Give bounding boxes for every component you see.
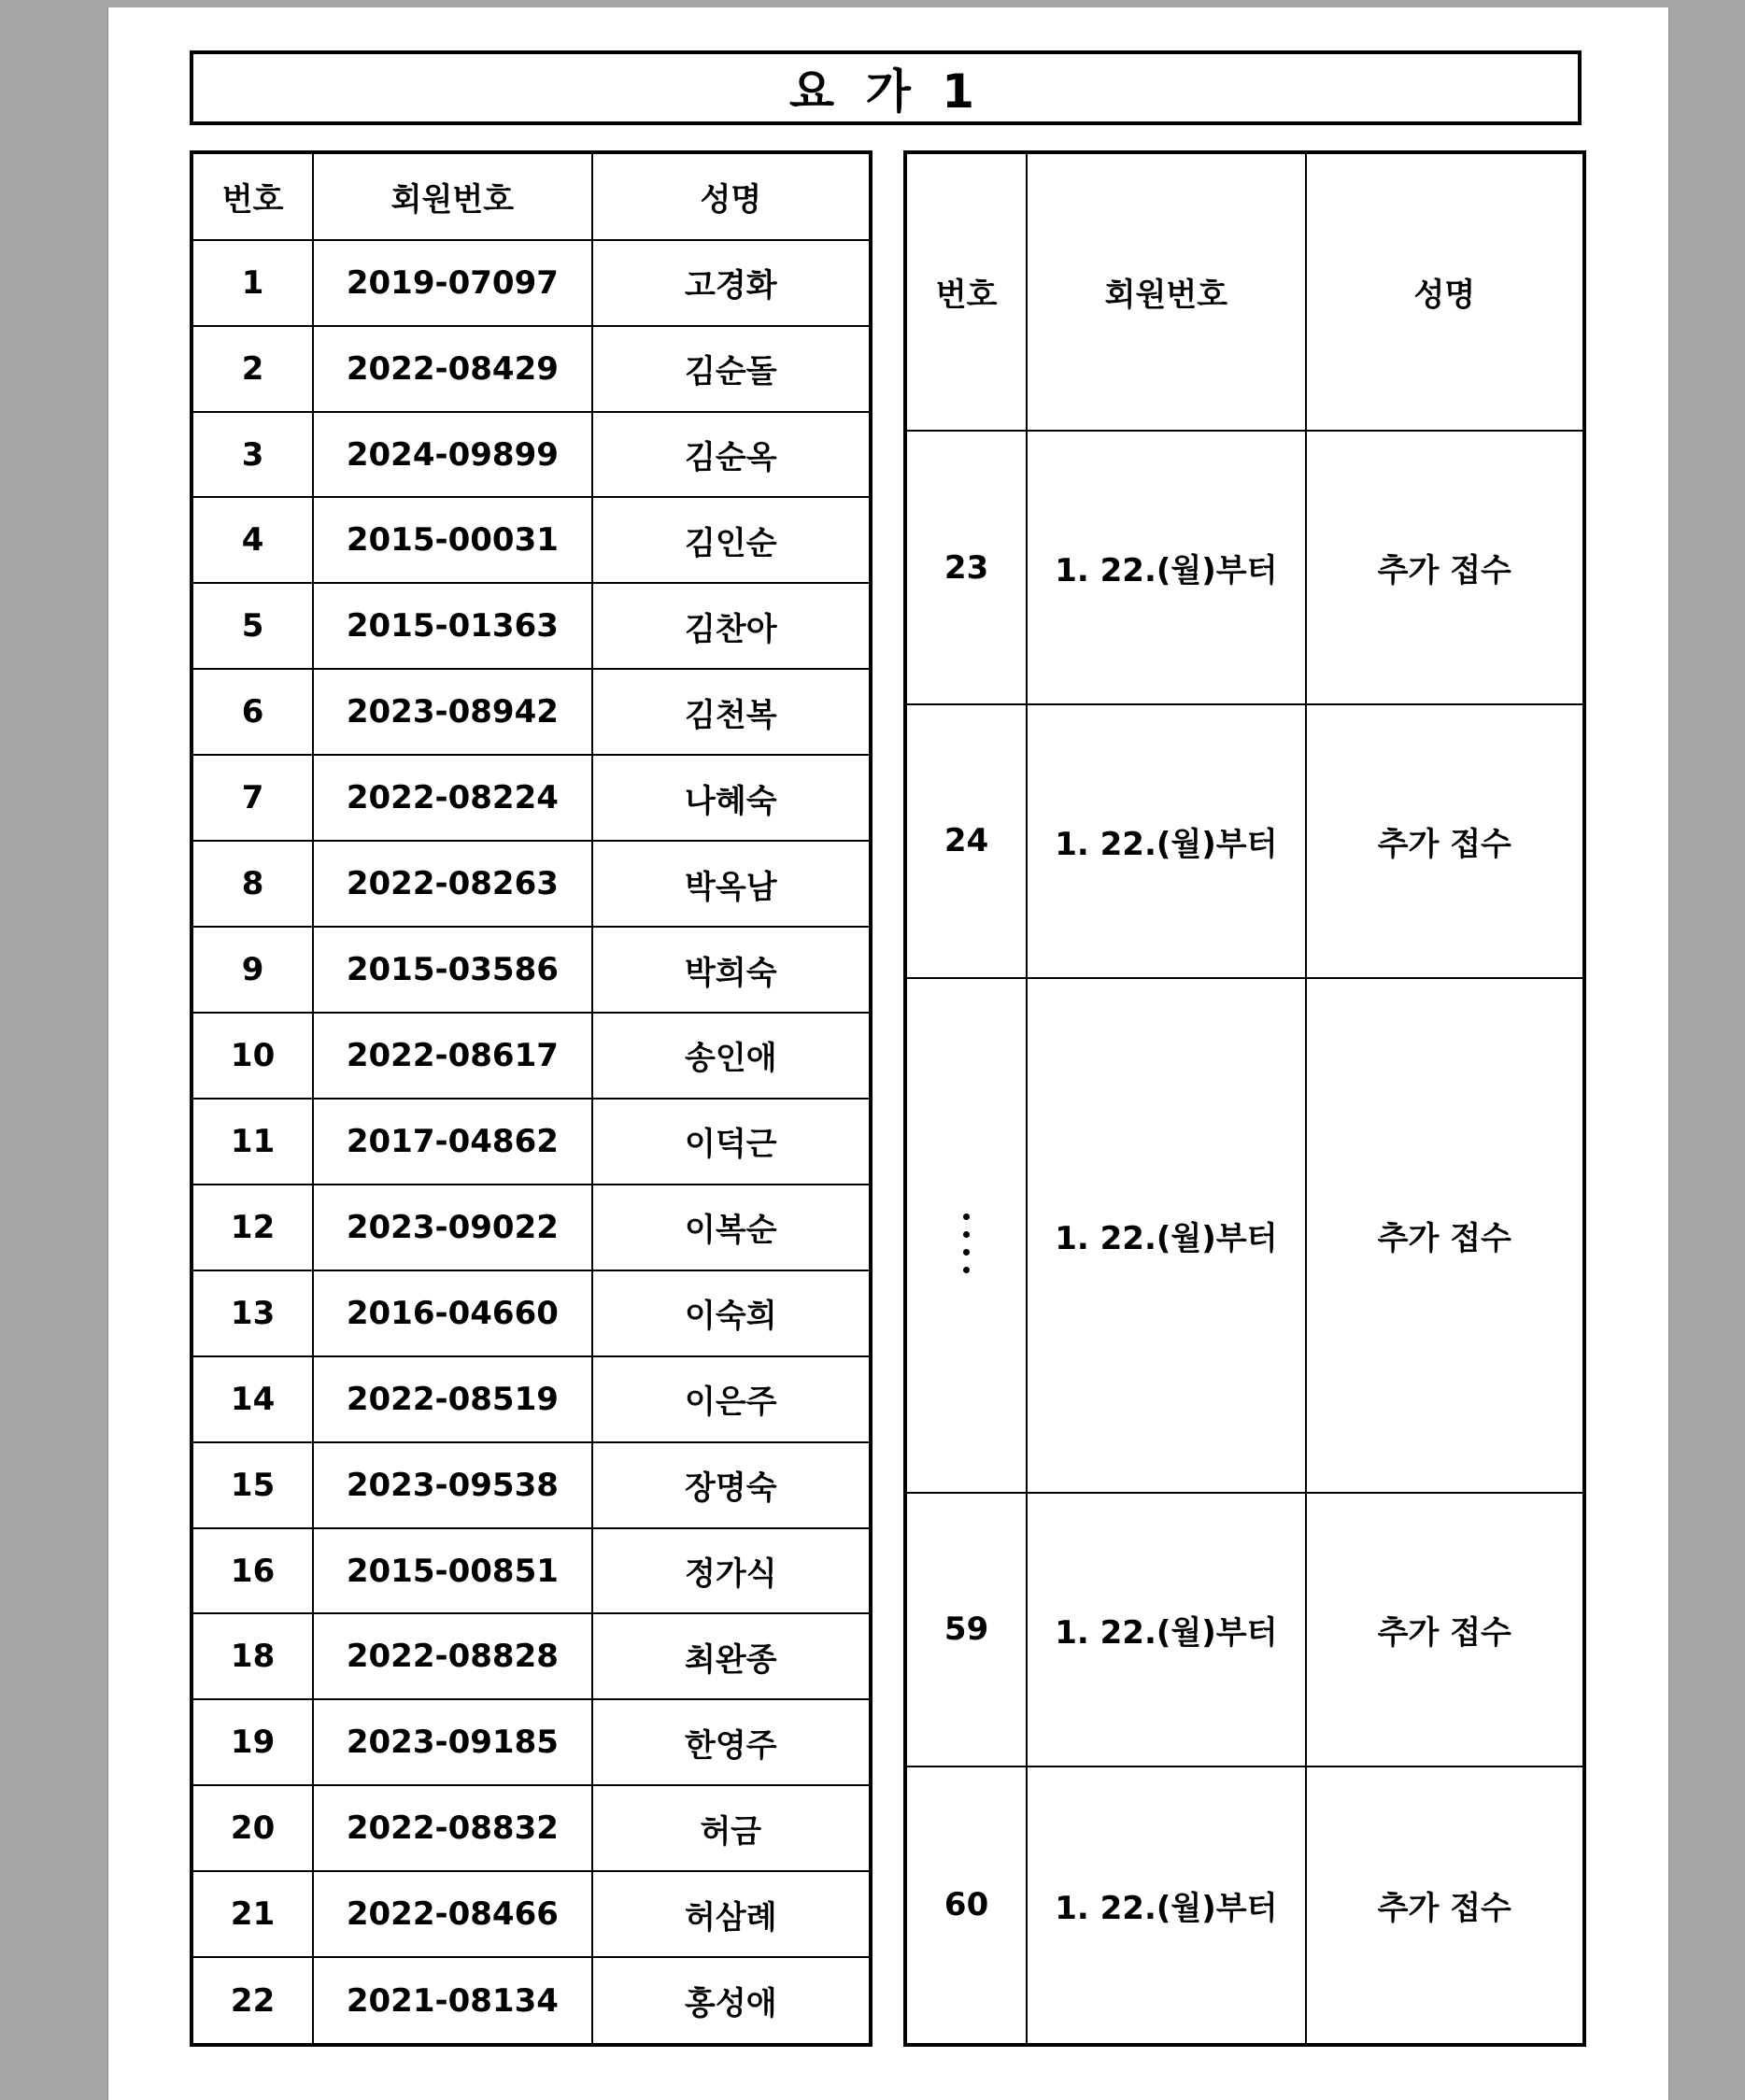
header-member-no: 회원번호: [1027, 152, 1305, 431]
table-row: [192, 1356, 871, 1442]
table-row: [192, 1871, 871, 1957]
right-header-row: [905, 152, 1584, 431]
header-name: 성명: [592, 152, 871, 240]
table-row: [192, 669, 871, 755]
row-number: 24: [905, 704, 1027, 978]
row-number: 5: [192, 583, 313, 669]
row-number: 21: [192, 1871, 313, 1957]
member-name: 이덕근: [592, 1099, 871, 1185]
member-name: 박희숙: [592, 927, 871, 1013]
left-header-row: [192, 152, 871, 240]
member-name: 이숙희: [592, 1270, 871, 1356]
member-number: 2019-07097: [313, 240, 591, 326]
row-number: 20: [192, 1785, 313, 1871]
member-number: 1. 22.(월)부터: [1027, 1493, 1305, 1767]
member-number: 2017-04862: [313, 1099, 591, 1185]
member-number: 1. 22.(월)부터: [1027, 431, 1305, 704]
member-name: 추가 접수: [1306, 978, 1584, 1493]
table-row: [192, 1270, 871, 1356]
member-name: 고경화: [592, 240, 871, 326]
member-name: 정가식: [592, 1528, 871, 1614]
row-number: 19: [192, 1699, 313, 1785]
member-name: 김순옥: [592, 412, 871, 498]
row-number: 12: [192, 1185, 313, 1270]
right-member-table: [903, 150, 1586, 2047]
row-number: 15: [192, 1442, 313, 1528]
table-row: [192, 1528, 871, 1614]
table-row: [192, 240, 871, 326]
table-row: [192, 1699, 871, 1785]
row-number: 8: [192, 841, 313, 927]
table-row: [192, 326, 871, 412]
table-row: [192, 412, 871, 498]
member-name: 추가 접수: [1306, 704, 1584, 978]
table-row: [905, 704, 1584, 978]
row-number: 14: [192, 1356, 313, 1442]
member-name: 한영주: [592, 1699, 871, 1785]
table-row: [192, 927, 871, 1013]
member-number: 2015-00851: [313, 1528, 591, 1614]
row-number: 3: [192, 412, 313, 498]
row-number: 1: [192, 240, 313, 326]
row-number: 7: [192, 755, 313, 841]
table-row: [192, 1957, 871, 2045]
header-member-no: 회원번호: [313, 152, 591, 240]
table-row: [192, 1613, 871, 1699]
member-number: 1. 22.(월)부터: [1027, 704, 1305, 978]
table-row: [192, 1442, 871, 1528]
header-name: 성명: [1306, 152, 1584, 431]
member-name: 허금: [592, 1785, 871, 1871]
table-row: [192, 755, 871, 841]
row-number: 23: [905, 431, 1027, 704]
table-row: [192, 1185, 871, 1270]
row-number: 18: [192, 1613, 313, 1699]
member-name: 최완종: [592, 1613, 871, 1699]
member-number: 2021-08134: [313, 1957, 591, 2045]
member-name: 나혜숙: [592, 755, 871, 841]
member-number: 2022-08224: [313, 755, 591, 841]
member-name: 허삼례: [592, 1871, 871, 1957]
row-number: 22: [192, 1957, 313, 2045]
member-name: 홍성애: [592, 1957, 871, 2045]
member-number: 2016-04660: [313, 1270, 591, 1356]
table-row: [905, 1767, 1584, 2045]
member-number: 2022-08519: [313, 1356, 591, 1442]
member-name: 추가 접수: [1306, 1493, 1584, 1767]
member-name: 이복순: [592, 1185, 871, 1270]
member-number: 2023-09022: [313, 1185, 591, 1270]
member-number: 2022-08263: [313, 841, 591, 927]
header-no: 번호: [905, 152, 1027, 431]
member-number: 2022-08832: [313, 1785, 591, 1871]
member-name: 김인순: [592, 497, 871, 583]
member-name: 송인애: [592, 1013, 871, 1099]
member-number: 2022-08466: [313, 1871, 591, 1957]
member-number: 2023-08942: [313, 669, 591, 755]
table-row: [905, 1493, 1584, 1767]
member-name: 김찬아: [592, 583, 871, 669]
table-row: [192, 583, 871, 669]
member-number: 2023-09538: [313, 1442, 591, 1528]
row-number: 13: [192, 1270, 313, 1356]
left-member-table: [190, 150, 872, 2047]
vertical-ellipsis-icon: [963, 1208, 970, 1279]
member-number: 2023-09185: [313, 1699, 591, 1785]
table-row: [905, 431, 1584, 704]
member-number: 2015-00031: [313, 497, 591, 583]
row-number: 60: [905, 1767, 1027, 2045]
member-number: 1. 22.(월)부터: [1027, 1767, 1305, 2045]
member-name: 이은주: [592, 1356, 871, 1442]
member-name: 김천복: [592, 669, 871, 755]
member-number: 2015-03586: [313, 927, 591, 1013]
row-number: 11: [192, 1099, 313, 1185]
row-number: 6: [192, 669, 313, 755]
table-row: [192, 1099, 871, 1185]
member-number: 2022-08429: [313, 326, 591, 412]
member-name: 박옥남: [592, 841, 871, 927]
row-number: 59: [905, 1493, 1027, 1767]
member-name: 추가 접수: [1306, 431, 1584, 704]
header-no: 번호: [192, 152, 313, 240]
row-number: 16: [192, 1528, 313, 1614]
member-number: 2022-08828: [313, 1613, 591, 1699]
table-row: [192, 497, 871, 583]
member-name: 김순돌: [592, 326, 871, 412]
table-row: [192, 1013, 871, 1099]
table-row: [192, 1785, 871, 1871]
row-number: 4: [192, 497, 313, 583]
member-name: 장명숙: [592, 1442, 871, 1528]
row-number: 10: [192, 1013, 313, 1099]
member-number: 2024-09899: [313, 412, 591, 498]
member-number: 1. 22.(월)부터: [1027, 978, 1305, 1493]
row-number: 2: [192, 326, 313, 412]
member-number: 2015-01363: [313, 583, 591, 669]
ellipsis-cell: [905, 978, 1027, 1493]
member-number: 2022-08617: [313, 1013, 591, 1099]
page-title: 요 가 1: [190, 50, 1582, 125]
table-row: [192, 841, 871, 927]
row-number: 9: [192, 927, 313, 1013]
member-name: 추가 접수: [1306, 1767, 1584, 2045]
